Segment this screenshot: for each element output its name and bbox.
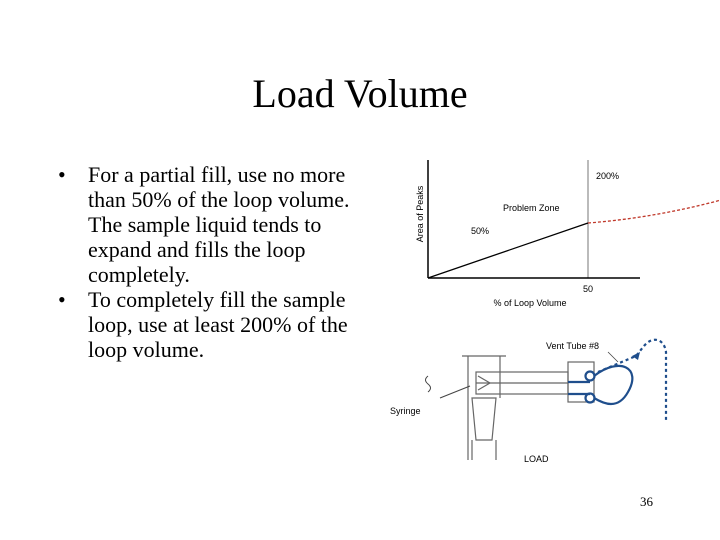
sample-loop-tube bbox=[568, 340, 666, 420]
syringe-icon bbox=[426, 376, 471, 398]
x-axis-label: % of Loop Volume bbox=[493, 298, 567, 308]
slide-number: 36 bbox=[640, 494, 653, 509]
peak-area-chart bbox=[415, 160, 720, 308]
series-line-0 bbox=[428, 223, 588, 278]
x-tick-label: 50 bbox=[582, 284, 594, 294]
vent-tube-label: Vent Tube #8 bbox=[546, 341, 600, 351]
y-axis-label: Area of Peaks bbox=[415, 185, 425, 243]
load-label: LOAD bbox=[524, 454, 549, 464]
annotation-problem-zone: Problem Zone bbox=[503, 203, 560, 213]
bullet-text: For a partial fill, use no more than 50% of the loop volume. The sample liquid tends to expand and fills the loop completely. bbox=[88, 162, 350, 287]
slide-title: Load Volume bbox=[252, 71, 468, 116]
bullet-dot: • bbox=[58, 287, 66, 312]
syringe-label: Syringe bbox=[390, 406, 421, 416]
sample-loop-diagram bbox=[390, 340, 666, 464]
injector-valve bbox=[462, 356, 594, 460]
annotation-200: 200% bbox=[596, 171, 620, 181]
bullet-dot: • bbox=[58, 162, 66, 187]
vent-leader-line bbox=[608, 352, 618, 362]
bullet-text: To completely fill the sample loop, use at least 200% of the loop volume. bbox=[88, 287, 348, 362]
annotation-50: 50% bbox=[471, 226, 490, 236]
